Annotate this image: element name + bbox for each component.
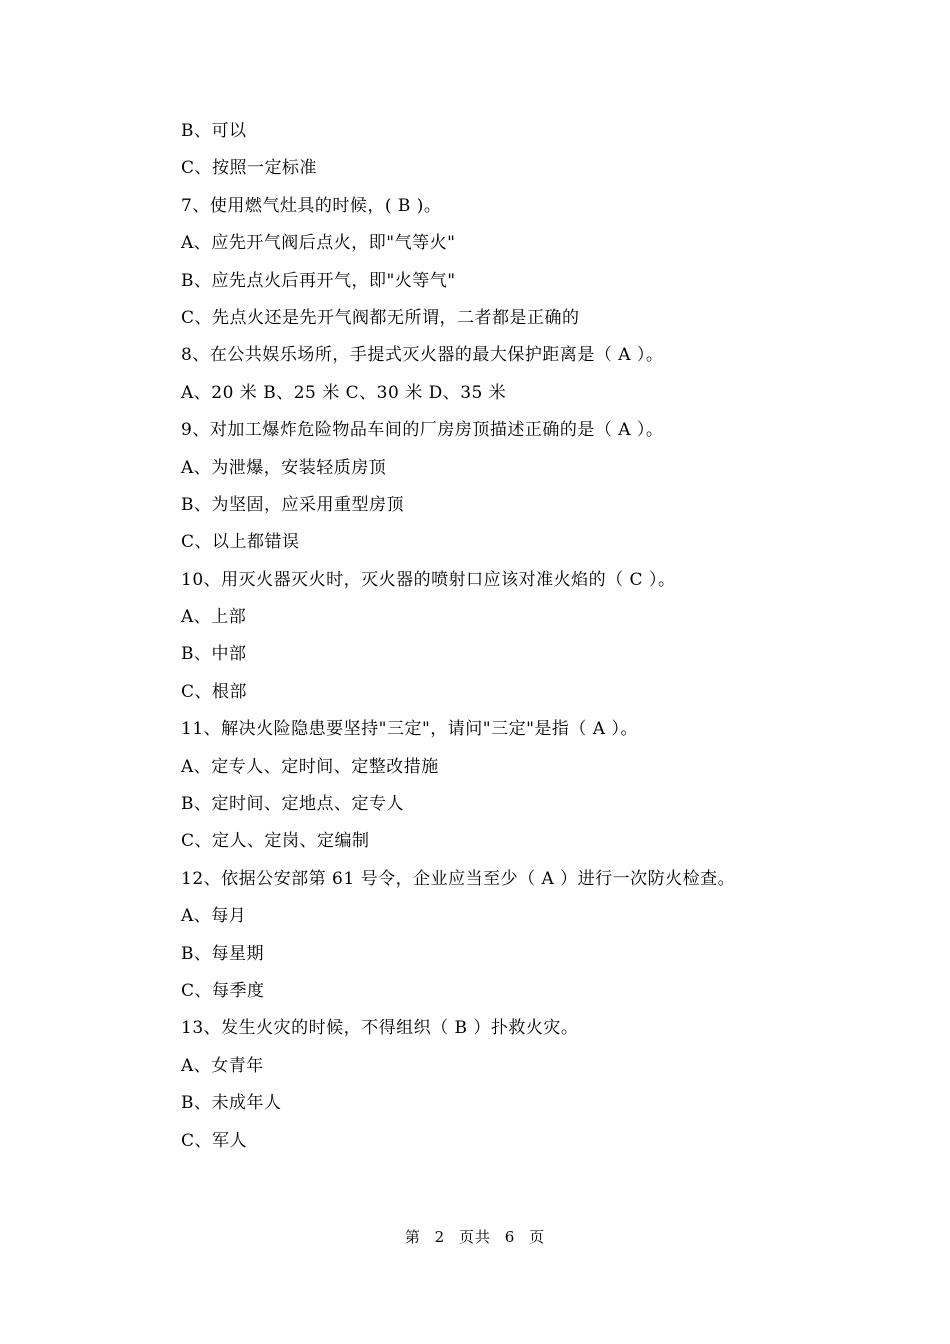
option-line: C、军人 [181,1130,248,1151]
option-line: A、20 米 B、25 米 C、30 米 D、35 米 [181,382,507,403]
question-line: 13、发生火灾的时候，不得组织（ B ）扑救火灾。 [181,1018,579,1039]
question-line: 9、对加工爆炸危险物品车间的厂房房顶描述正确的是（ A ）。 [181,420,664,441]
option-line: B、应先点火后再开气，即"火等气" [181,270,456,291]
question-line: 12、依据公安部第 61 号令，企业应当至少（ A ）进行一次防火检查。 [181,868,736,889]
question-line: 11、解决火险隐患要坚持"三定"，请问"三定"是指（ A ）。 [181,719,638,740]
option-line: A、上部 [181,607,247,628]
option-line: B、定时间、定地点、定专人 [181,794,404,815]
option-line: C、每季度 [181,980,265,1001]
option-line: A、为泄爆，安装轻质房顶 [181,457,387,478]
total-pages-number: 6 [504,1228,516,1246]
question-line: 10、用灭火器灭火时，灭火器的喷射口应该对准火焰的（ C ）。 [181,569,676,590]
footer-middle: 页共 [458,1228,491,1246]
option-line: B、为坚固，应采用重型房顶 [181,494,404,515]
option-line: B、中部 [181,644,247,665]
text-line: B、可以 [181,121,247,141]
option-line: A、每月 [181,906,247,927]
option-line: A、定专人、定时间、定整改措施 [181,756,439,777]
question-line: 8、在公共娱乐场所，手提式灭火器的最大保护距离是（ A ）。 [181,345,664,366]
option-line: C、先点火还是先开气阀都无所谓，二者都是正确的 [181,307,580,328]
footer-suffix: 页 [529,1228,546,1246]
page-footer [0,1226,950,1247]
question-list [181,116,821,1163]
current-page-number: 2 [434,1228,446,1246]
footer-prefix: 第 [404,1228,421,1246]
option-line: C、根部 [181,681,248,702]
option-line: C、以上都错误 [181,532,300,553]
option-line: B、未成年人 [181,1093,282,1114]
question-line: 7、使用燃气灶具的时候，( B )。 [181,195,442,216]
option-line: A、女青年 [181,1055,264,1076]
text-line: C、按照一定标准 [181,158,318,179]
option-line: B、每星期 [181,943,264,964]
option-line: A、应先开气阀后点火，即"气等火" [181,233,456,254]
option-line: C、定人、定岗、定编制 [181,831,370,852]
